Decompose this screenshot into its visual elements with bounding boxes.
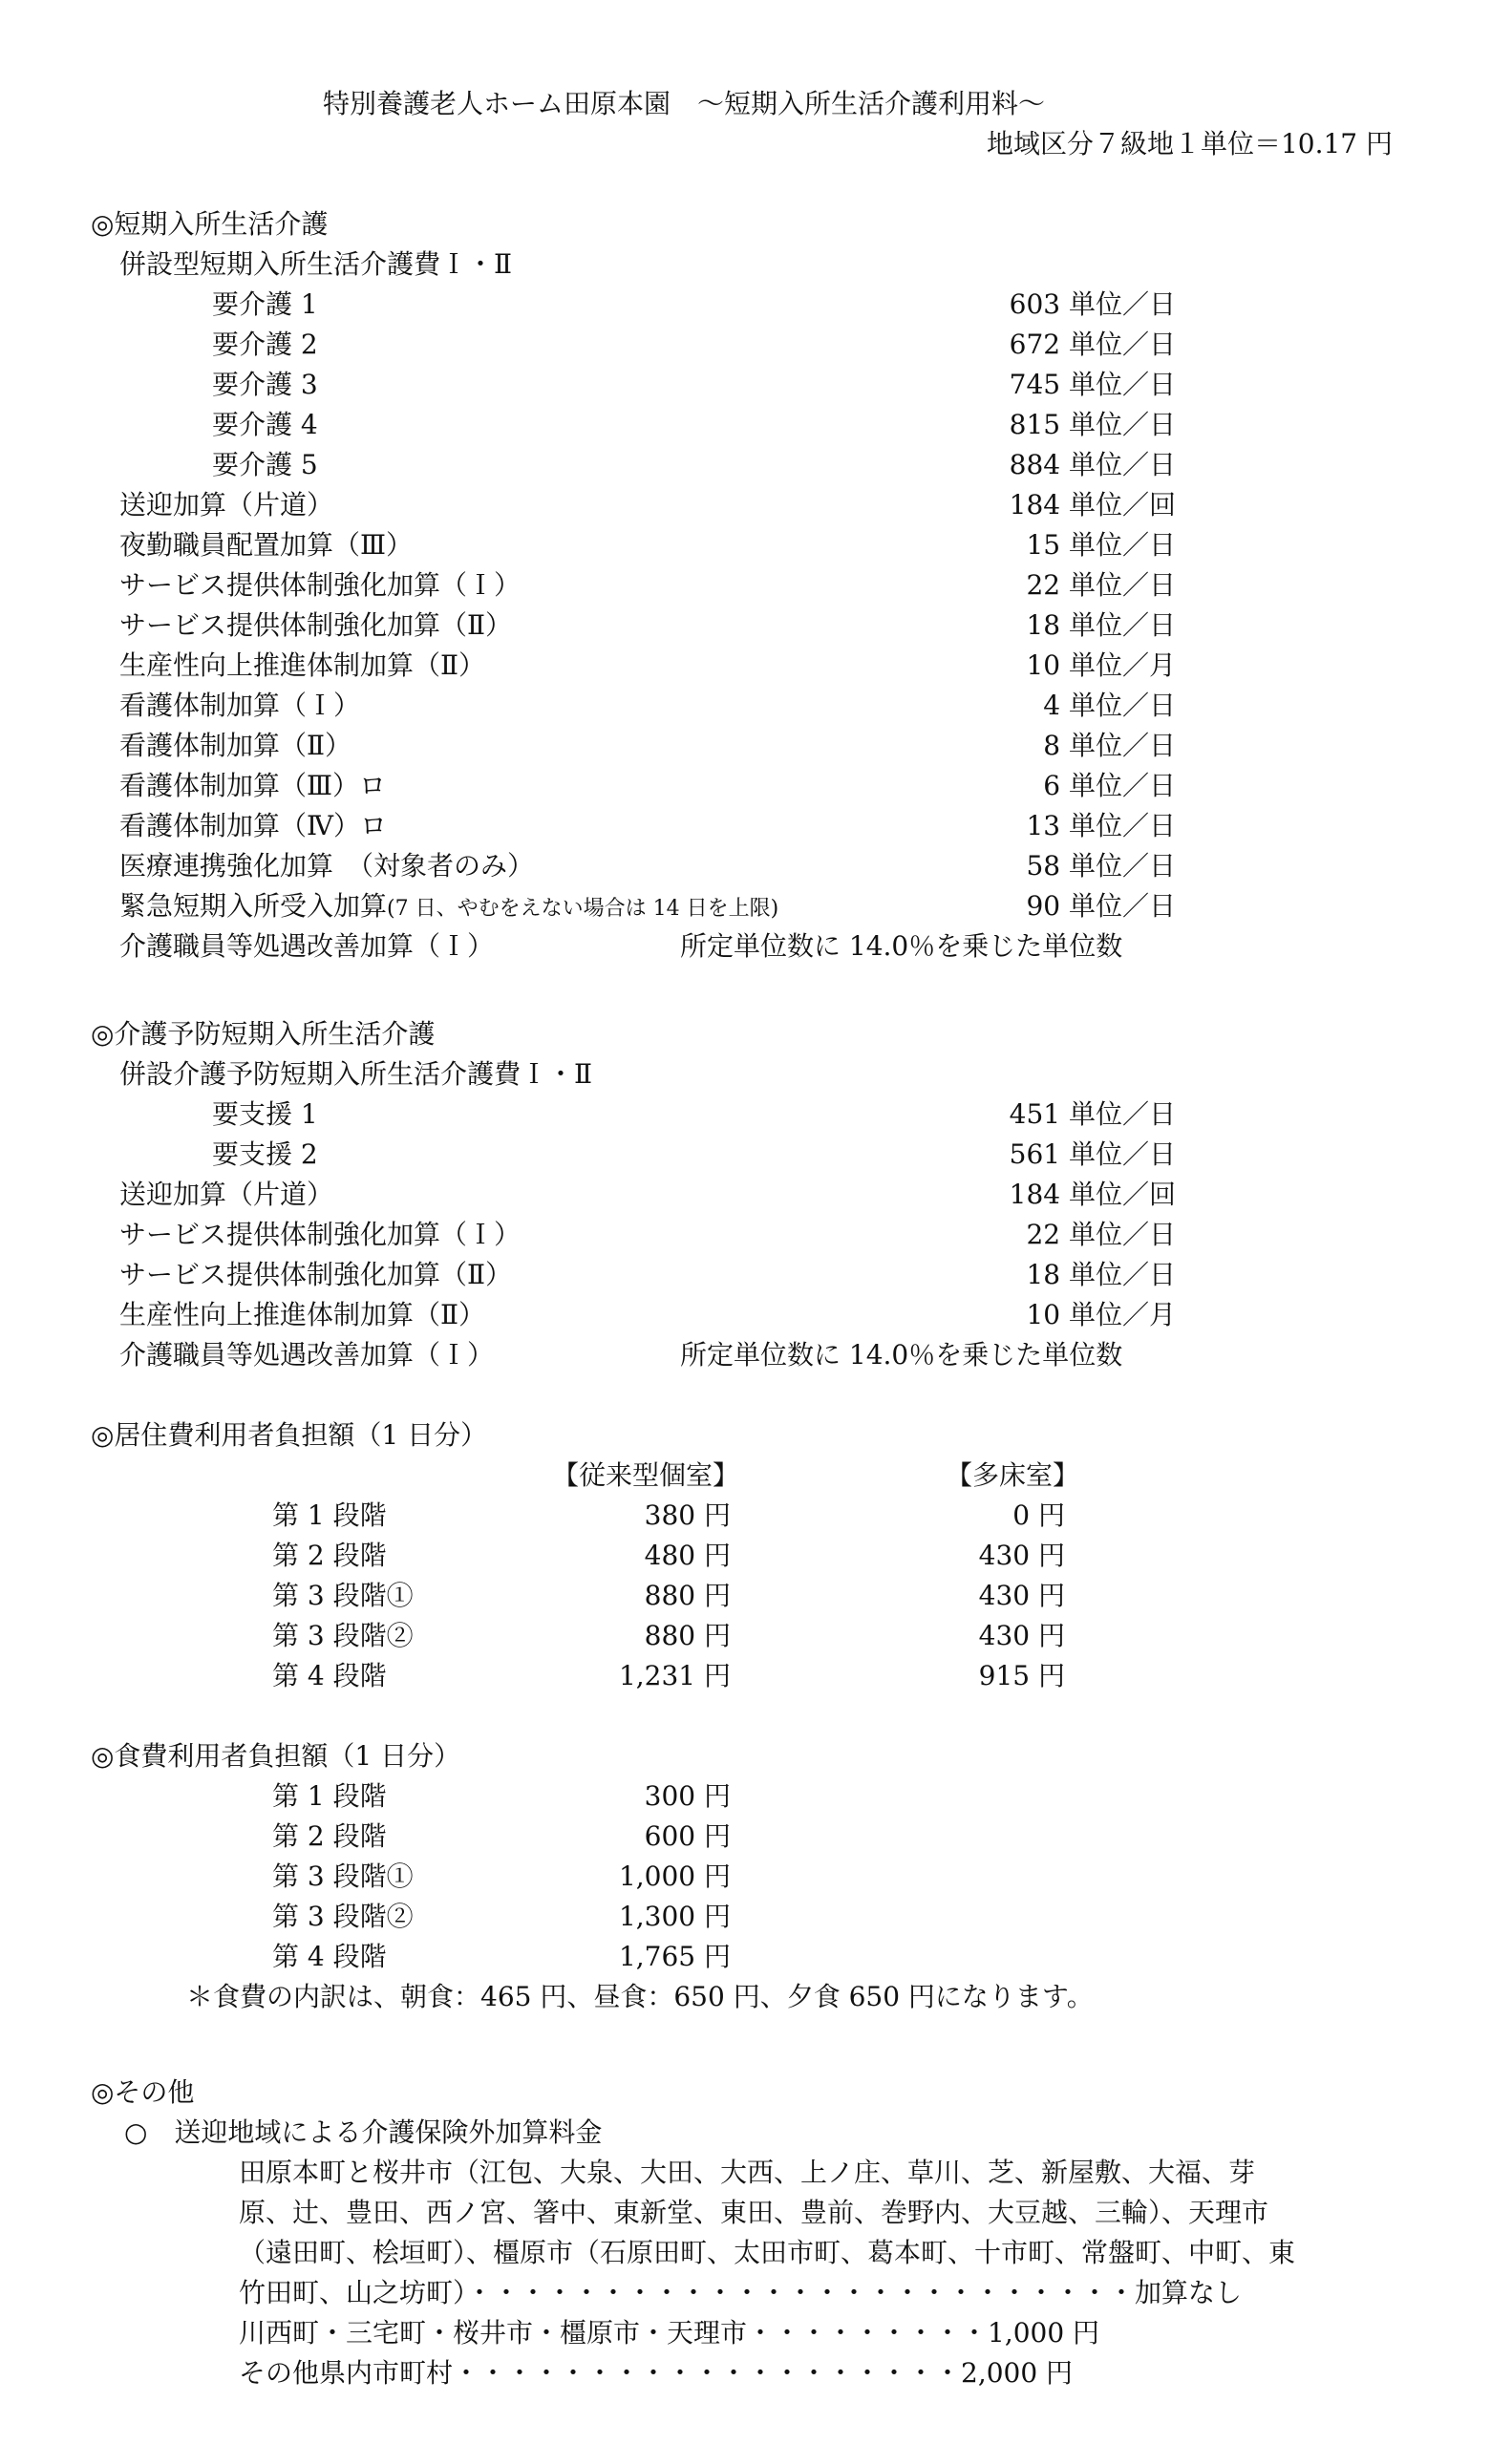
addon-label: 生産性向上推進体制加算（Ⅱ） <box>119 649 486 681</box>
stage-label: 第 3 段階① <box>272 1580 414 1611</box>
transport-area-line: 原、辻、豊田、西ノ宮、箸中、東新堂、東田、豊前、巻野内、大豆越、三輪）、天理市 <box>239 2197 1269 2228</box>
other-heading: ◎その他 <box>91 2076 195 2108</box>
prevention-heading: ◎介護予防短期入所生活介護 <box>91 1018 436 1050</box>
improvement-addon-label: 介護職員等処遇改善加算（Ｉ） <box>119 1339 495 1371</box>
food-fee: 1,300 円 <box>618 1901 731 1932</box>
food-fee: 1,000 円 <box>618 1860 731 1892</box>
food-fee: 600 円 <box>644 1820 731 1852</box>
transport-fee-line-other: その他県内市町村・・・・・・・・・・・・・・・・・・・2,000 円 <box>239 2357 1074 2389</box>
short-stay-subheading: 併設型短期入所生活介護費Ｉ・Ⅱ <box>119 248 513 280</box>
addon-value: 22 単位／日 <box>1026 569 1176 601</box>
care-level-value: 672 単位／日 <box>1009 329 1176 360</box>
residence-heading: ◎居住費利用者負担額（1 日分） <box>91 1419 488 1451</box>
addon-value: 4 単位／日 <box>1043 690 1176 721</box>
private-room-fee: 480 円 <box>644 1540 731 1571</box>
transport-area-line: （遠田町、桧垣町）、橿原市（石原田町、太田市町、葛本町、十市町、常盤町、中町、東 <box>239 2237 1296 2268</box>
private-room-fee: 880 円 <box>644 1620 731 1651</box>
addon-value: 184 単位／回 <box>1009 1179 1176 1210</box>
stage-label: 第 1 段階 <box>272 1780 387 1812</box>
transport-area-line: 竹田町、山之坊町）・・・・・・・・・・・・・・・・・・・・・・・・・加算なし <box>239 2277 1243 2308</box>
addon-label: サービス提供体制強化加算（Ｉ） <box>119 1219 522 1250</box>
addon-value: 10 単位／月 <box>1026 649 1176 681</box>
care-level-value: 815 単位／日 <box>1009 409 1176 440</box>
food-fee: 1,765 円 <box>618 1941 731 1972</box>
addon-label: 看護体制加算（Ⅳ）ロ <box>119 810 387 841</box>
addon-label: 夜勤職員配置加算（Ⅲ） <box>119 529 414 561</box>
care-level-value: 603 単位／日 <box>1009 288 1176 320</box>
addon-label: 医療連携強化加算 （対象者のみ） <box>119 850 535 882</box>
stage-label: 第 3 段階② <box>272 1620 414 1651</box>
addon-value: 10 単位／月 <box>1026 1299 1176 1330</box>
addon-value: 184 単位／回 <box>1009 489 1176 521</box>
transport-fee-item: ○ 送迎地域による介護保険外加算料金 <box>124 2116 603 2148</box>
addon-value: 22 単位／日 <box>1026 1219 1176 1250</box>
stage-label: 第 4 段階 <box>272 1941 387 1972</box>
addon-label: 生産性向上推進体制加算（Ⅱ） <box>119 1299 486 1330</box>
column-header-shared-room: 【多床室】 <box>946 1459 1080 1491</box>
shared-room-fee: 915 円 <box>978 1660 1065 1691</box>
care-level-label: 要介護 5 <box>212 449 318 480</box>
shared-room-fee: 430 円 <box>978 1580 1065 1611</box>
stage-label: 第 1 段階 <box>272 1499 387 1531</box>
page-title: 特別養護老人ホーム田原本園 ～短期入所生活介護利用料～ <box>323 88 1046 119</box>
emergency-addon-value: 90 単位／日 <box>1026 890 1176 922</box>
food-fee: 300 円 <box>644 1780 731 1812</box>
support-level-label: 要支援 1 <box>212 1098 318 1130</box>
private-room-fee: 1,231 円 <box>618 1660 731 1691</box>
addon-value: 8 単位／日 <box>1043 730 1176 761</box>
improvement-addon-value: 所定単位数に 14.0％を乗じた単位数 <box>680 930 1123 962</box>
addon-value: 58 単位／日 <box>1026 850 1176 882</box>
care-level-label: 要介護 2 <box>212 329 318 360</box>
addon-label: 看護体制加算（Ⅱ） <box>119 730 352 761</box>
support-level-value: 451 単位／日 <box>1009 1098 1176 1130</box>
emergency-addon-label: 緊急短期入所受入加算 <box>119 890 388 922</box>
emergency-addon <box>119 886 778 929</box>
prevention-subheading: 併設介護予防短期入所生活介護費Ｉ・Ⅱ <box>119 1058 593 1090</box>
care-level-value: 884 単位／日 <box>1009 449 1176 480</box>
care-level-label: 要介護 1 <box>212 288 318 320</box>
private-room-fee: 380 円 <box>644 1499 731 1531</box>
support-level-label: 要支援 2 <box>212 1138 318 1170</box>
addon-label: 送迎加算（片道） <box>119 1179 334 1210</box>
addon-label: 送迎加算（片道） <box>119 489 334 521</box>
care-level-label: 要介護 3 <box>212 369 318 400</box>
column-header-private-room: 【従来型個室】 <box>552 1459 740 1491</box>
stage-label: 第 3 段階① <box>272 1860 414 1892</box>
shared-room-fee: 430 円 <box>978 1620 1065 1651</box>
stage-label: 第 2 段階 <box>272 1540 387 1571</box>
addon-value: 6 単位／日 <box>1043 770 1176 801</box>
addon-value: 13 単位／日 <box>1026 810 1176 841</box>
region-rate: 地域区分７級地１単位＝10.17 円 <box>986 128 1393 159</box>
shared-room-fee: 430 円 <box>978 1540 1065 1571</box>
emergency-addon-note: (7 日、やむをえない場合は 14 日を上限) <box>387 897 779 921</box>
improvement-addon-value: 所定単位数に 14.0％を乗じた単位数 <box>680 1339 1123 1371</box>
addon-label: 看護体制加算（Ⅲ）ロ <box>119 770 387 801</box>
care-level-label: 要介護 4 <box>212 409 318 440</box>
addon-value: 15 単位／日 <box>1026 529 1176 561</box>
short-stay-heading: ◎短期入所生活介護 <box>91 208 329 240</box>
transport-area-line: 田原本町と桜井市（江包、大泉、大田、大西、上ノ庄、草川、芝、新屋敷、大福、芽 <box>239 2157 1256 2188</box>
food-note: ＊食費の内訳は、朝食：465 円、昼食：650 円、夕食 650 円になります。 <box>186 1981 1094 2012</box>
addon-label: サービス提供体制強化加算（Ｉ） <box>119 569 522 601</box>
improvement-addon-label: 介護職員等処遇改善加算（Ｉ） <box>119 930 495 962</box>
stage-label: 第 3 段階② <box>272 1901 414 1932</box>
addon-value: 18 単位／日 <box>1026 609 1176 641</box>
care-level-value: 745 単位／日 <box>1009 369 1176 400</box>
food-heading: ◎食費利用者負担額（1 日分） <box>91 1740 461 1772</box>
stage-label: 第 2 段階 <box>272 1820 387 1852</box>
private-room-fee: 880 円 <box>644 1580 731 1611</box>
addon-label: サービス提供体制強化加算（Ⅱ） <box>119 1259 513 1290</box>
shared-room-fee: 0 円 <box>1012 1499 1065 1531</box>
addon-value: 18 単位／日 <box>1026 1259 1176 1290</box>
addon-label: 看護体制加算（Ｉ） <box>119 690 361 721</box>
stage-label: 第 4 段階 <box>272 1660 387 1691</box>
transport-fee-line-nearby: 川西町・三宅町・桜井市・橿原市・天理市・・・・・・・・・1,000 円 <box>239 2317 1100 2349</box>
addon-label: サービス提供体制強化加算（Ⅱ） <box>119 609 513 641</box>
support-level-value: 561 単位／日 <box>1009 1138 1176 1170</box>
